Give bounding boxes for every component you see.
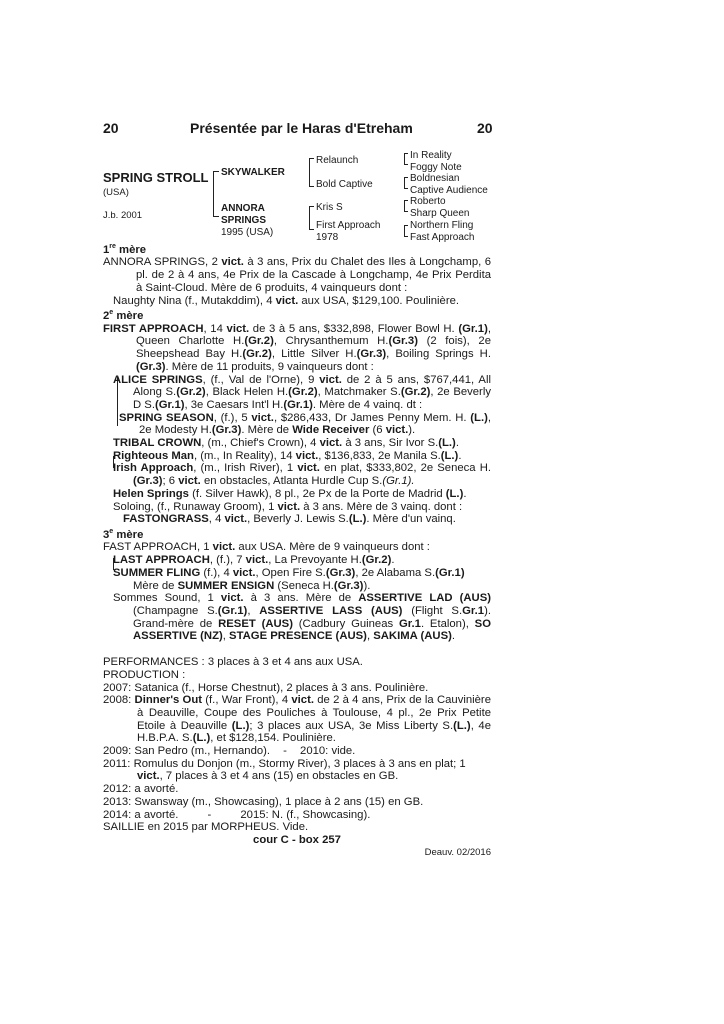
year-2013: 2013: Swansway (m., Showcasing), 1 place à 2 ans (15) en GB. bbox=[103, 795, 424, 808]
first-dam-entry: ANNORA SPRINGS, 2 vict. à 3 ans, Prix du Chalet des Iles à Longchamp, 6 pl. de 2 à 4 ans, 4e Prix de la Cascade à Longchamp, 4e Prix Perdita à Saint-Cloud. Mère de 6 produits, 4 vainqueurs dont : bbox=[103, 256, 491, 294]
pedigree-bracket-dam bbox=[309, 206, 314, 230]
produce-naughty-nina: Naughty Nina (f., Mutakddim), 4 vict. aux USA, $129,100. Poulinière. bbox=[113, 294, 460, 307]
produce-alice-springs: ALICE SPRINGS, (f., Val de l'Orne), 9 vict. de 2 à 5 ans, $767,441, All Along S.(Gr.2), Black Helen H.(Gr.2), Matchmaker S.(Gr.2), 2e Beverly D S.(Gr.1), 3e Caesars Int'l H.(Gr.1). Mère de 4 vainq. dt : bbox=[113, 373, 491, 411]
horse-country: (USA) bbox=[103, 187, 129, 198]
sire-name: SKYWALKER bbox=[221, 167, 285, 178]
page-number-left: 20 bbox=[103, 120, 119, 136]
ggd-3: Sharp Queen bbox=[410, 208, 470, 219]
granddam-dam-year: 1978 bbox=[316, 232, 339, 243]
pedigree-bracket-ds bbox=[404, 200, 408, 212]
performances: PERFORMANCES : 3 places à 3 et 4 ans aux USA. bbox=[103, 656, 363, 669]
ggd-1: Foggy Note bbox=[410, 162, 462, 173]
pedigree-bracket-sd bbox=[404, 177, 408, 189]
ggd-2: Captive Audience bbox=[410, 185, 488, 196]
location-box: cour C - box 257 bbox=[253, 833, 341, 846]
grandsire-dam: Kris S bbox=[316, 202, 343, 213]
dam-name-line2: SPRINGS bbox=[221, 215, 267, 226]
pedigree-bracket-main bbox=[213, 171, 219, 217]
dam-name-line1: ANNORA bbox=[221, 203, 265, 214]
ggs-4: Northern Fling bbox=[410, 220, 474, 231]
third-dam-entry: FAST APPROACH, 1 vict. aux USA. Mère de 9 vainqueurs dont : bbox=[103, 541, 430, 554]
page-number-right: 20 bbox=[477, 120, 493, 136]
first-dam-heading: 1re mère bbox=[103, 243, 147, 256]
produce-righteous-man: Righteous Man, (m., In Reality), 14 vict., $136,833, 2e Manila S.(L.). bbox=[113, 449, 462, 462]
year-2014-2015: 2014: a avorté. - 2015: N. (f., Showcasing). bbox=[103, 808, 371, 821]
year-2009-2010: 2009: San Pedro (m., Hernando). - 2010: vide. bbox=[103, 745, 356, 758]
horse-birth: J.b. 2001 bbox=[103, 210, 143, 221]
year-2012: 2012: a avorté. bbox=[103, 783, 179, 796]
ggs-1: In Reality bbox=[410, 150, 452, 161]
year-2008: 2008: Dinner's Out (f., War Front), 4 vict. de 2 à 4 ans, Prix de la Cauvinière à Deauville, Coupe des Pouliches à Toulouse, 4 pl., 2e Prix Petite Etoile à Deauville (L.); 3 places aux USA, 3e Miss Liberty S.(L.), 4e H.B.P.A. S.(L.), et $128,154. Poulinière. bbox=[103, 694, 491, 745]
pedigree-bracket-ss bbox=[404, 153, 408, 165]
ggd-4: Fast Approach bbox=[410, 232, 475, 243]
pedigree-bracket-sire bbox=[309, 158, 314, 187]
year-2007: 2007: Satanica (f., Horse Chestnut), 2 places à 3 ans. Poulinière. bbox=[103, 681, 429, 694]
catalogue-body bbox=[103, 241, 491, 859]
third-dam-heading: 3e mère bbox=[103, 528, 144, 541]
pedigree-bracket-dd bbox=[404, 225, 408, 237]
page-title: Présentée par le Haras d'Etreham bbox=[190, 120, 413, 136]
produce-summer-ensign: Mère de SUMMER ENSIGN (Seneca H.(Gr.3)). bbox=[133, 579, 371, 592]
produce-summer-fling: SUMMER FLING (f.), 4 vict., Open Fire S.(Gr.3), 2e Alabama S.(Gr.1) bbox=[113, 566, 465, 579]
grandsire-sire: Relaunch bbox=[316, 155, 359, 166]
production-heading: PRODUCTION : bbox=[103, 668, 186, 681]
ggs-3: Roberto bbox=[410, 196, 446, 207]
ggs-2: Boldnesian bbox=[410, 173, 460, 184]
produce-sommes-sound: Sommes Sound, 1 vict. à 3 ans. Mère de ASSERTIVE LAD (AUS) (Champagne S.(Gr.1), ASSERTIVE LASS (AUS) (Flight S.Gr.1). Grand-mère de RESET (AUS) (Cadbury Guineas Gr.1. Etalon), SO ASSERTIVE (NZ), STAGE PRESENCE (AUS), SAKIMA (AUS). bbox=[113, 592, 491, 643]
horse-name: SPRING STROLL bbox=[103, 170, 209, 185]
dam-year: 1995 (USA) bbox=[221, 227, 274, 238]
produce-irish-approach: Irish Approach, (m., Irish River), 1 vict. en plat, $333,802, 2e Seneca H.(Gr.3); 6 vict. en obstacles, Atlanta Hurdle Cup S.(Gr.1). bbox=[113, 462, 491, 488]
granddam-sire: Bold Captive bbox=[316, 179, 373, 190]
year-2011: 2011: Romulus du Donjon (m., Stormy River), 3 places à 3 ans en plat; 1 vict., 7 places à 3 et 4 ans (15) en obstacles en GB. bbox=[103, 757, 466, 783]
produce-soloing: Soloing, (f., Runaway Groom), 1 vict. à 3 ans. Mère de 3 vainq. dont : bbox=[113, 500, 463, 513]
saillie: SAILLIE en 2015 par MORPHEUS. Vide. bbox=[103, 821, 309, 834]
catalogue-reference: Deauv. 02/2016 bbox=[424, 846, 491, 858]
granddam-dam: First Approach bbox=[316, 220, 381, 231]
produce-tribal-crown: TRIBAL CROWN, (m., Chief's Crown), 4 vict. à 3 ans, Sir Ivor S.(L.). bbox=[113, 437, 459, 450]
produce-last-approach: LAST APPROACH, (f.), 7 vict., La Prevoyante H.(Gr.2). bbox=[113, 554, 395, 567]
second-dam-entry: FIRST APPROACH, 14 vict. de 3 à 5 ans, $332,898, Flower Bowl H. (Gr.1), Queen Charlotte H.(Gr.2), Chrysanthemum H.(Gr.3) (2 fois), 2e Sheepshead Bay H.(Gr.2), Little Silver H.(Gr.3), Boiling Springs H.(Gr.3). Mère de 11 produits, 9 vainqueurs dont : bbox=[103, 322, 491, 373]
produce-helen-springs: Helen Springs (f. Silver Hawk), 8 pl., 2e Px de la Porte de Madrid (L.). bbox=[113, 487, 467, 500]
produce-fastongrass: FASTONGRASS, 4 vict., Beverly J. Lewis S.(L.). Mère d'un vainq. bbox=[123, 513, 456, 526]
produce-spring-season: SPRING SEASON, (f.), 5 vict., $286,433, Dr James Penny Mem. H. (L.), 2e Modesty H.(Gr.3). Mère de Wide Receiver (6 vict.). bbox=[119, 411, 491, 437]
second-dam-heading: 2e mère bbox=[103, 309, 144, 323]
